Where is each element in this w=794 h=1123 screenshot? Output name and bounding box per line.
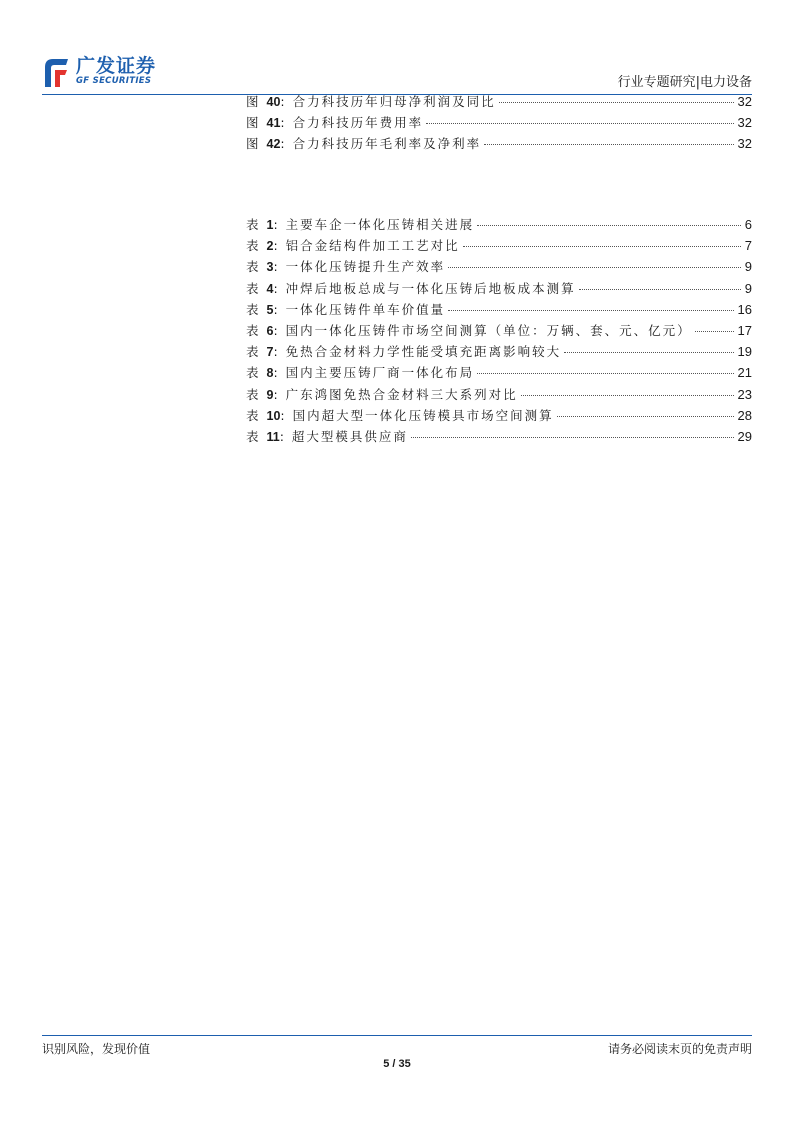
- toc-dot-leader: [411, 437, 734, 438]
- toc-entry-label: [246, 256, 445, 278]
- toc-entry-number: 40: [266, 95, 281, 109]
- footer-slogan: 识别风险，发现价值: [42, 1042, 151, 1056]
- toc-entry-colon: :: [273, 217, 286, 232]
- toc-dot-leader: [499, 102, 734, 103]
- toc-entry-colon: :: [280, 136, 293, 152]
- toc-dot-leader: [695, 331, 734, 332]
- toc-dot-leader: [477, 373, 733, 374]
- toc-entry[interactable]: [246, 341, 752, 362]
- toc-entry-prefix: 表: [246, 259, 261, 275]
- toc-entry-colon: :: [273, 280, 286, 296]
- toc-entry-title: 一体化压铸提升生产效率: [285, 259, 446, 275]
- toc-entry-title: 国内超大型一体化压铸模具市场空间测算: [292, 407, 554, 423]
- toc-entry-label: [246, 341, 561, 363]
- toc-entry-page: 9: [744, 280, 752, 296]
- company-logo: [42, 56, 156, 90]
- toc-entry-number: 5: [266, 302, 274, 317]
- toc-entry-prefix: 表: [246, 217, 261, 232]
- toc-entry-prefix: 表: [246, 301, 261, 317]
- toc-entry-page: 6: [744, 217, 752, 232]
- footer-divider: [42, 1035, 752, 1036]
- toc-entry-title: 冲焊后地板总成与一体化压铸后地板成本测算: [285, 280, 576, 296]
- toc-entry-colon: :: [273, 386, 286, 402]
- toc-dot-leader: [477, 225, 741, 226]
- toc-entry-label: [246, 235, 460, 257]
- toc-entry[interactable]: [246, 426, 752, 447]
- toc-entry-label: [246, 112, 423, 134]
- toc-entry-page: 32: [737, 94, 752, 109]
- page-header: [42, 50, 752, 95]
- toc-entry-label: [246, 133, 481, 155]
- toc-entry[interactable]: [246, 362, 752, 383]
- toc-entry-number: 42: [266, 137, 281, 152]
- toc-entry-number: 4: [266, 281, 274, 296]
- toc-entry-label: [246, 362, 474, 384]
- toc-entry-prefix: 表: [246, 428, 261, 444]
- toc-dot-leader: [521, 395, 734, 396]
- toc-entry-title: 国内主要压铸厂商一体化布局: [285, 365, 475, 381]
- toc-entry-label: [246, 278, 576, 300]
- toc-entry-colon: :: [273, 365, 286, 381]
- toc-entry-title: 一体化压铸件单车价值量: [285, 301, 446, 317]
- toc-entry-page: 17: [737, 322, 752, 338]
- toc-entry-number: 10: [266, 408, 281, 423]
- toc-entry-label: [246, 405, 554, 427]
- toc-entry-number: 11: [266, 429, 280, 444]
- toc-entry-colon: :: [273, 238, 286, 254]
- toc-entry[interactable]: [246, 112, 752, 133]
- footer-disclaimer: 请务必阅读末页的免责声明: [607, 1042, 752, 1056]
- toc-entry-title: 超大型模具供应商: [291, 428, 408, 444]
- page-number: 5 / 35: [383, 1058, 411, 1070]
- toc-entry[interactable]: [246, 384, 752, 405]
- toc-entry-page: 16: [737, 301, 752, 317]
- toc-entry-colon: :: [273, 322, 286, 338]
- toc-entry-prefix: 表: [246, 280, 261, 296]
- toc-entry-title: 合力科技历年毛利率及净利率: [292, 136, 482, 152]
- toc-entry-prefix: 表: [246, 344, 261, 360]
- toc-entry-label: [246, 214, 474, 236]
- toc-entry-colon: :: [280, 115, 293, 131]
- toc-entry-prefix: 表: [246, 407, 261, 423]
- toc-entry-page: 19: [737, 344, 752, 360]
- toc-entry-label: [246, 299, 445, 321]
- toc-entry-number: 2: [266, 239, 274, 254]
- toc-entry-prefix: 图: [246, 136, 261, 152]
- toc-entry-number: 8: [266, 366, 274, 381]
- table-list: [246, 214, 752, 447]
- toc-entry-title: 广东鸿图免热合金材料三大系列对比: [285, 386, 518, 402]
- toc-entry-title: 国内一体化压铸件市场空间测算（单位：万辆、套、元、亿元）: [285, 322, 692, 338]
- toc-dot-leader: [448, 267, 741, 268]
- toc-entry[interactable]: [246, 299, 752, 320]
- report-category: 行业专题研究|电力设备: [617, 75, 752, 90]
- toc-entry-number: 9: [266, 387, 274, 402]
- toc-entry-number: 1: [266, 218, 274, 232]
- toc-entry[interactable]: [246, 278, 752, 299]
- toc-entry[interactable]: [246, 133, 752, 154]
- toc-entry-colon: :: [280, 407, 293, 423]
- toc-entry-page: 23: [737, 386, 752, 402]
- toc-entry-colon: :: [273, 344, 286, 360]
- toc-entry[interactable]: [246, 91, 752, 112]
- toc-entry-page: 32: [737, 115, 752, 131]
- toc-dot-leader: [579, 289, 741, 290]
- toc-entry-prefix: 表: [246, 322, 261, 338]
- toc-entry-page: 7: [744, 238, 752, 254]
- toc-entry-label: [246, 384, 518, 406]
- toc-entry-colon: :: [273, 301, 286, 317]
- toc-dot-leader: [463, 246, 741, 247]
- toc-entry[interactable]: [246, 405, 752, 426]
- toc-entry-colon: :: [273, 259, 286, 275]
- gf-logo-icon: [42, 56, 72, 90]
- toc-entry-number: 7: [266, 345, 274, 360]
- toc-dot-leader: [557, 416, 734, 417]
- toc-entry-prefix: 图: [246, 115, 261, 131]
- toc-entry[interactable]: [246, 214, 752, 235]
- toc-entry-title: 铝合金结构件加工工艺对比: [285, 238, 460, 254]
- toc-entry-prefix: 表: [246, 238, 261, 254]
- toc-entry-page: 32: [737, 136, 752, 152]
- toc-dot-leader: [448, 310, 733, 311]
- toc-entry-number: 6: [266, 323, 274, 338]
- toc-entry[interactable]: [246, 320, 752, 341]
- toc-entry-page: 9: [744, 259, 752, 275]
- toc-entry-page: 29: [737, 428, 752, 444]
- toc-entry-label: [246, 320, 692, 342]
- toc-entry-colon: :: [279, 428, 292, 444]
- toc-entry-label: [246, 91, 496, 113]
- figure-list: [246, 91, 752, 155]
- toc-dot-leader: [564, 352, 733, 353]
- logo-chinese-name: 广发证券: [76, 55, 157, 77]
- toc-entry-label: [246, 426, 408, 448]
- toc-entry[interactable]: [246, 235, 752, 256]
- toc-entry-colon: :: [280, 94, 293, 109]
- toc-entry-prefix: 表: [246, 386, 261, 402]
- toc-dot-leader: [426, 123, 733, 124]
- toc-entry-title: 合力科技历年归母净利润及同比: [292, 94, 496, 109]
- toc-dot-leader: [484, 144, 733, 145]
- toc-entry-number: 3: [266, 260, 274, 275]
- toc-entry-page: 21: [737, 365, 752, 381]
- toc-entry-page: 28: [737, 407, 752, 423]
- toc-entry-number: 41: [266, 116, 281, 131]
- toc-entry-title: 合力科技历年费用率: [292, 115, 424, 131]
- toc-entry-prefix: 图: [246, 94, 261, 109]
- toc-entry[interactable]: [246, 256, 752, 277]
- toc-entry-prefix: 表: [246, 365, 261, 381]
- toc-entry-title: 主要车企一体化压铸相关进展: [285, 217, 475, 232]
- logo-english-name: GF SECURITIES: [76, 76, 152, 86]
- toc-entry-title: 免热合金材料力学性能受填充距离影响较大: [285, 344, 562, 360]
